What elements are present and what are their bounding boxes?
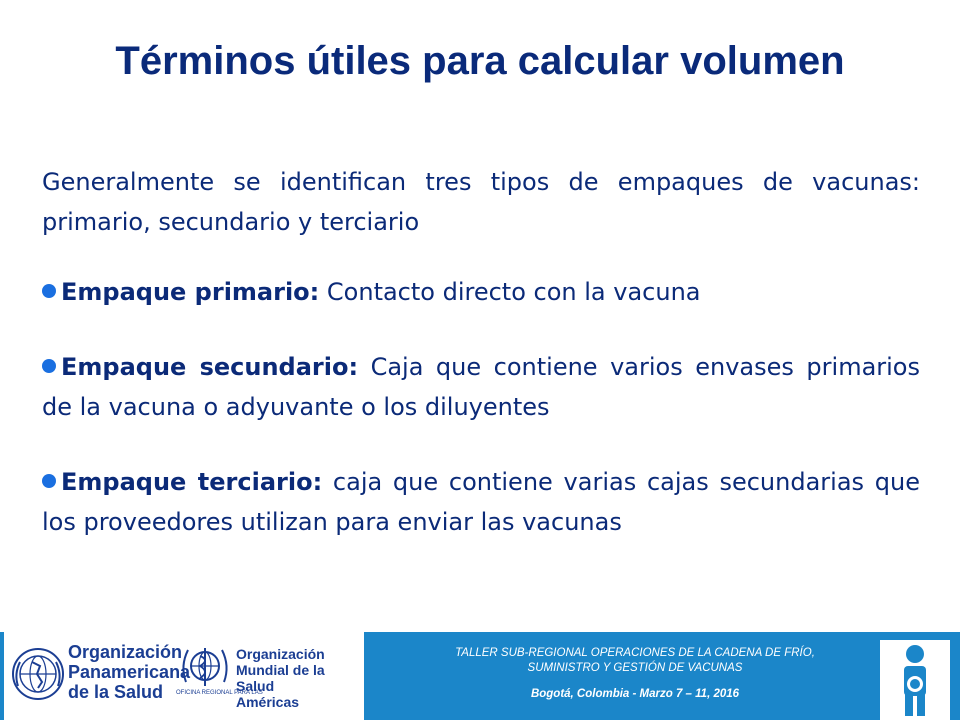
bullet-term: Empaque terciario: (61, 468, 323, 496)
workshop-title (400, 646, 870, 676)
who-regional-office-label: OFICINA REGIONAL PARA LAS (176, 690, 263, 696)
bullet-text: Caja que contiene varios envases primarios de la vacuna o adyuvante o los diluyentes (42, 353, 920, 421)
bullet-dot-icon (42, 359, 56, 373)
bullet-text: Contacto directo con la vacuna (319, 278, 701, 306)
paho-name-line: Panamericana (68, 662, 191, 682)
workshop-title-line2: SUMINISTRO Y GESTIÓN DE VACUNAS (527, 662, 743, 674)
footer-band (0, 632, 960, 720)
bullet-secondary (42, 347, 920, 427)
workshop-info (400, 632, 870, 720)
paho-name-line: Organización (68, 642, 183, 662)
bullet-term: Empaque secundario: (61, 353, 359, 381)
bullet-tertiary (42, 462, 920, 542)
workshop-location-date: Bogotá, Colombia - Marzo 7 – 11, 2016 (530, 688, 740, 700)
workshop-title-line1: TALLER SUB-REGIONAL OPERACIONES DE LA CADENA DE FRÍO, (455, 647, 815, 659)
intro-paragraph: Generalmente se identifican tres tipos de empaques de vacunas: primario, secundario y terciario (42, 168, 920, 236)
bullet-dot-icon (42, 284, 56, 298)
paho-globe-emblem-icon (10, 646, 66, 702)
who-name (236, 646, 364, 710)
who-name-line: Mundial de la Salud (236, 662, 325, 694)
paho-name-line: de la Salud (68, 682, 164, 702)
who-name-line: Organización (236, 646, 325, 662)
bullet-term: Empaque primario: (61, 278, 320, 306)
bullet-text: caja que contiene varias cajas secundarias que los proveedores utilizan para enviar las vacunas (42, 468, 920, 536)
who-region: Américas (236, 694, 300, 710)
bullet-primary (42, 272, 920, 312)
bullet-dot-icon (42, 474, 56, 488)
organization-logos (4, 632, 364, 720)
slide-body (42, 162, 920, 577)
family-figure-box (880, 640, 950, 720)
paho-name (68, 642, 190, 702)
who-emblem-icon (178, 642, 232, 692)
slide-title: Términos útiles para calcular volumen (115, 39, 845, 83)
family-figure-icon (880, 640, 950, 720)
